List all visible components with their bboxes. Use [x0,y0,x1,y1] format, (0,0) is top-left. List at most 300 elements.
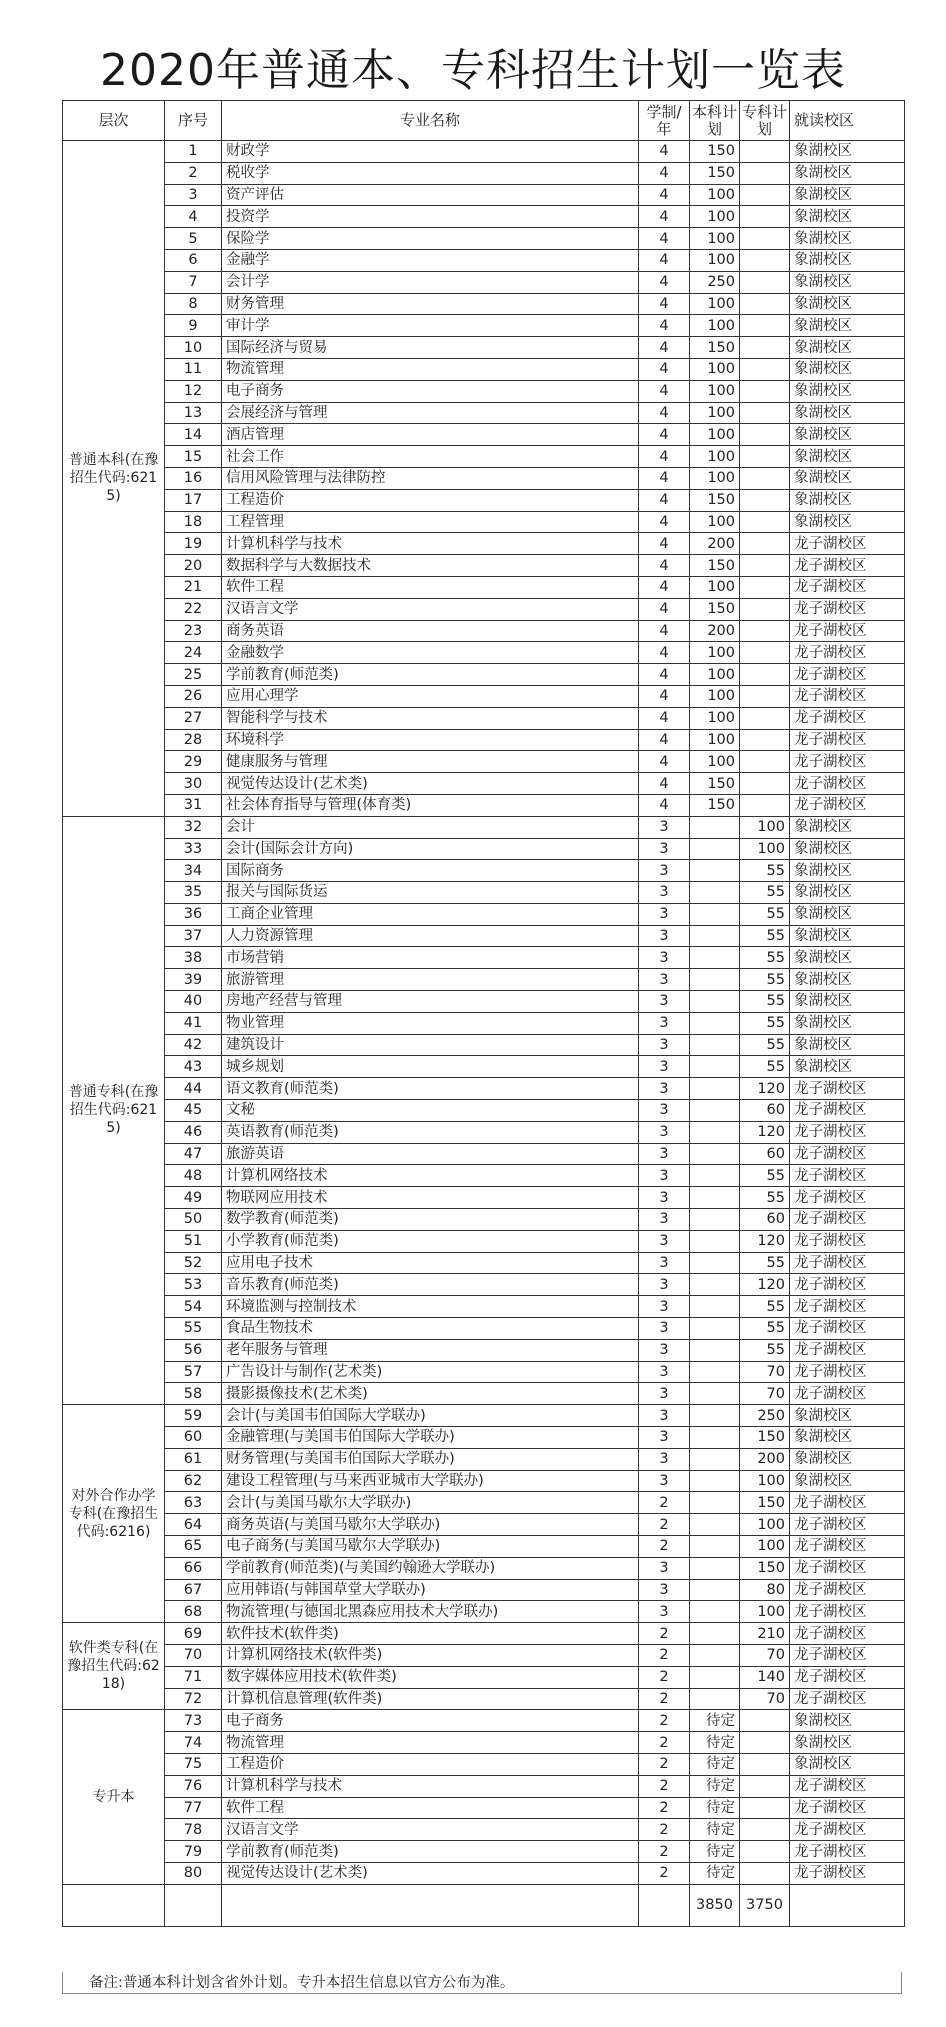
bachelor-plan: 100 [690,228,740,250]
years: 3 [639,882,690,904]
bachelor-plan [690,1012,740,1034]
row-no: 76 [165,1775,222,1797]
bachelor-plan: 200 [690,620,740,642]
major-name: 物流管理 [222,358,639,380]
total-bachelor: 3850 [690,1884,740,1926]
major-name: 会展经济与管理 [222,402,639,424]
college-plan: 100 [740,1601,790,1623]
table-row [63,1470,905,1492]
college-plan: 55 [740,925,790,947]
campus: 象湖校区 [790,969,905,991]
years: 3 [639,838,690,860]
major-name: 工程管理 [222,511,639,533]
campus: 龙子湖校区 [790,1187,905,1209]
row-no: 18 [165,511,222,533]
table-row [63,1034,905,1056]
campus: 象湖校区 [790,467,905,489]
major-name: 酒店管理 [222,424,639,446]
group-label: 专升本 [63,1710,165,1884]
row-no: 40 [165,991,222,1013]
table-row [63,337,905,359]
table-row [63,664,905,686]
campus: 龙子湖校区 [790,1797,905,1819]
table-row [63,1187,905,1209]
group-label: 软件类专科(在豫招生代码:6218) [63,1623,165,1710]
row-no: 3 [165,184,222,206]
bachelor-plan [690,882,740,904]
years: 2 [639,1710,690,1732]
campus: 象湖校区 [790,184,905,206]
table-row [63,816,905,838]
row-no: 14 [165,424,222,446]
row-no: 55 [165,1318,222,1340]
years: 4 [639,337,690,359]
bachelor-plan [690,1121,740,1143]
campus: 龙子湖校区 [790,1274,905,1296]
years: 2 [639,1536,690,1558]
table-row [63,969,905,991]
table-row [63,206,905,228]
major-name: 摄影摄像技术(艺术类) [222,1383,639,1405]
years: 3 [639,903,690,925]
years: 3 [639,860,690,882]
college-plan [740,729,790,751]
table-row [63,642,905,664]
years: 4 [639,293,690,315]
bachelor-plan [690,1557,740,1579]
header-no: 序号 [165,101,222,141]
college-plan: 55 [740,991,790,1013]
table-row [63,707,905,729]
table-row [63,1296,905,1318]
table-row [63,773,905,795]
college-plan: 120 [740,1274,790,1296]
campus: 象湖校区 [790,249,905,271]
row-no: 24 [165,642,222,664]
major-name: 财务管理 [222,293,639,315]
row-no: 25 [165,664,222,686]
campus: 象湖校区 [790,402,905,424]
campus: 龙子湖校区 [790,1339,905,1361]
totals-empty [165,1884,222,1926]
college-plan: 150 [740,1492,790,1514]
major-name: 保险学 [222,228,639,250]
campus: 象湖校区 [790,816,905,838]
major-name: 应用韩语(与韩国草堂大学联办) [222,1579,639,1601]
table-row [63,489,905,511]
major-name: 电子商务 [222,1710,639,1732]
major-name: 金融数学 [222,642,639,664]
years: 3 [639,969,690,991]
campus: 象湖校区 [790,903,905,925]
bachelor-plan: 100 [690,315,740,337]
row-no: 49 [165,1187,222,1209]
campus: 龙子湖校区 [790,1601,905,1623]
major-name: 环境监测与控制技术 [222,1296,639,1318]
college-plan: 100 [740,838,790,860]
table-row [63,1492,905,1514]
campus: 龙子湖校区 [790,1492,905,1514]
row-no: 37 [165,925,222,947]
row-no: 11 [165,358,222,380]
major-name: 食品生物技术 [222,1318,639,1340]
table-row [63,1100,905,1122]
table-row [63,467,905,489]
table-row [63,424,905,446]
major-name: 建筑设计 [222,1034,639,1056]
table-row [63,925,905,947]
table-row [63,555,905,577]
row-no: 27 [165,707,222,729]
bachelor-plan [690,1296,740,1318]
campus: 象湖校区 [790,315,905,337]
row-no: 29 [165,751,222,773]
table-row [63,358,905,380]
bachelor-plan [690,1427,740,1449]
table-row [63,1056,905,1078]
campus: 龙子湖校区 [790,1666,905,1688]
row-no: 61 [165,1448,222,1470]
years: 3 [639,1012,690,1034]
row-no: 47 [165,1143,222,1165]
major-name: 人力资源管理 [222,925,639,947]
bachelor-plan: 100 [690,467,740,489]
table-row [63,576,905,598]
major-name: 会计(与美国韦伯国际大学联办) [222,1405,639,1427]
bachelor-plan [690,816,740,838]
years: 3 [639,925,690,947]
table-row [63,1666,905,1688]
bachelor-plan [690,1601,740,1623]
college-plan [740,206,790,228]
college-plan [740,402,790,424]
years: 3 [639,1318,690,1340]
years: 4 [639,729,690,751]
bachelor-plan [690,991,740,1013]
years: 4 [639,576,690,598]
row-no: 16 [165,467,222,489]
table-row [63,1143,905,1165]
major-name: 国际商务 [222,860,639,882]
major-name: 智能科学与技术 [222,707,639,729]
campus: 象湖校区 [790,860,905,882]
bachelor-plan: 150 [690,141,740,163]
remark-note: 备注:普通本科计划含省外计划。专升本招生信息以官方公布为准。 [62,1972,902,1994]
table-row [63,947,905,969]
bachelor-plan: 150 [690,162,740,184]
college-plan [740,664,790,686]
college-plan: 55 [740,1012,790,1034]
years: 3 [639,991,690,1013]
major-name: 数学教育(师范类) [222,1209,639,1231]
campus: 龙子湖校区 [790,620,905,642]
campus: 象湖校区 [790,424,905,446]
college-plan: 120 [740,1230,790,1252]
major-name: 计算机科学与技术 [222,1775,639,1797]
campus: 龙子湖校区 [790,685,905,707]
header-major: 专业名称 [222,101,639,141]
total-college: 3750 [740,1884,790,1926]
table-row [63,1448,905,1470]
campus: 龙子湖校区 [790,1361,905,1383]
campus: 象湖校区 [790,511,905,533]
campus: 象湖校区 [790,1405,905,1427]
college-plan: 55 [740,1296,790,1318]
table-row [63,1623,905,1645]
table-row [63,903,905,925]
campus: 象湖校区 [790,141,905,163]
college-plan [740,620,790,642]
years: 4 [639,162,690,184]
major-name: 软件工程 [222,1797,639,1819]
college-plan [740,1862,790,1884]
campus: 象湖校区 [790,947,905,969]
college-plan [740,424,790,446]
campus: 象湖校区 [790,882,905,904]
row-no: 68 [165,1601,222,1623]
major-name: 汉语言文学 [222,598,639,620]
row-no: 36 [165,903,222,925]
campus: 象湖校区 [790,1427,905,1449]
campus: 象湖校区 [790,380,905,402]
campus: 龙子湖校区 [790,1230,905,1252]
campus: 龙子湖校区 [790,1296,905,1318]
years: 3 [639,1143,690,1165]
table-row [63,598,905,620]
years: 3 [639,1100,690,1122]
row-no: 53 [165,1274,222,1296]
years: 3 [639,1557,690,1579]
campus: 龙子湖校区 [790,1318,905,1340]
bachelor-plan [690,1536,740,1558]
bachelor-plan: 100 [690,446,740,468]
college-plan: 60 [740,1100,790,1122]
major-name: 应用电子技术 [222,1252,639,1274]
row-no: 58 [165,1383,222,1405]
years: 4 [639,620,690,642]
table-row [63,794,905,816]
row-no: 26 [165,685,222,707]
campus: 象湖校区 [790,228,905,250]
bachelor-plan: 100 [690,402,740,424]
college-plan: 60 [740,1209,790,1231]
bachelor-plan [690,860,740,882]
major-name: 软件工程 [222,576,639,598]
row-no: 50 [165,1209,222,1231]
major-name: 健康服务与管理 [222,751,639,773]
row-no: 31 [165,794,222,816]
major-name: 广告设计与制作(艺术类) [222,1361,639,1383]
bachelor-plan: 100 [690,707,740,729]
table-row [63,1862,905,1884]
table-row [63,1557,905,1579]
campus: 龙子湖校区 [790,1252,905,1274]
campus: 象湖校区 [790,925,905,947]
table-row [63,1688,905,1710]
bachelor-plan [690,903,740,925]
bachelor-plan [690,1252,740,1274]
bachelor-plan: 150 [690,555,740,577]
major-name: 会计学 [222,271,639,293]
major-name: 资产评估 [222,184,639,206]
campus: 龙子湖校区 [790,1644,905,1666]
row-no: 17 [165,489,222,511]
campus: 龙子湖校区 [790,1383,905,1405]
table-row [63,1209,905,1231]
table-row [63,1274,905,1296]
college-plan: 140 [740,1666,790,1688]
bachelor-plan [690,1492,740,1514]
college-plan: 70 [740,1361,790,1383]
campus: 龙子湖校区 [790,642,905,664]
row-no: 39 [165,969,222,991]
bachelor-plan: 100 [690,729,740,751]
bachelor-plan: 100 [690,511,740,533]
major-name: 语文教育(师范类) [222,1078,639,1100]
row-no: 45 [165,1100,222,1122]
row-no: 1 [165,141,222,163]
table-row [63,1775,905,1797]
college-plan: 55 [740,1187,790,1209]
major-name: 小学教育(师范类) [222,1230,639,1252]
bachelor-plan: 待定 [690,1819,740,1841]
major-name: 物联网应用技术 [222,1187,639,1209]
table-row [63,380,905,402]
row-no: 46 [165,1121,222,1143]
row-no: 19 [165,533,222,555]
college-plan: 55 [740,947,790,969]
college-plan [740,598,790,620]
bachelor-plan: 150 [690,489,740,511]
row-no: 32 [165,816,222,838]
row-no: 69 [165,1623,222,1645]
campus: 龙子湖校区 [790,1557,905,1579]
years: 2 [639,1775,690,1797]
row-no: 35 [165,882,222,904]
years: 2 [639,1819,690,1841]
college-plan [740,162,790,184]
campus: 象湖校区 [790,1753,905,1775]
college-plan: 55 [740,1034,790,1056]
years: 4 [639,773,690,795]
years: 4 [639,685,690,707]
table-row [63,511,905,533]
years: 3 [639,1339,690,1361]
row-no: 5 [165,228,222,250]
major-name: 英语教育(师范类) [222,1121,639,1143]
bachelor-plan [690,1405,740,1427]
major-name: 房地产经营与管理 [222,991,639,1013]
campus: 龙子湖校区 [790,1862,905,1884]
bachelor-plan: 待定 [690,1775,740,1797]
campus: 龙子湖校区 [790,1536,905,1558]
campus: 龙子湖校区 [790,1623,905,1645]
campus: 龙子湖校区 [790,1121,905,1143]
years: 4 [639,598,690,620]
major-name: 工程造价 [222,489,639,511]
bachelor-plan [690,1623,740,1645]
major-name: 税收学 [222,162,639,184]
campus: 象湖校区 [790,358,905,380]
bachelor-plan: 150 [690,598,740,620]
campus: 龙子湖校区 [790,1819,905,1841]
row-no: 57 [165,1361,222,1383]
table-row [63,533,905,555]
row-no: 34 [165,860,222,882]
row-no: 41 [165,1012,222,1034]
college-plan [740,380,790,402]
bachelor-plan [690,1579,740,1601]
row-no: 71 [165,1666,222,1688]
table-row [63,446,905,468]
years: 2 [639,1753,690,1775]
table-row [63,1405,905,1427]
college-plan [740,358,790,380]
row-no: 44 [165,1078,222,1100]
major-name: 物流管理(与德国北黑森应用技术大学联办) [222,1601,639,1623]
bachelor-plan [690,1209,740,1231]
campus: 龙子湖校区 [790,1078,905,1100]
college-plan [740,555,790,577]
row-no: 63 [165,1492,222,1514]
college-plan [740,489,790,511]
college-plan [740,228,790,250]
campus: 象湖校区 [790,838,905,860]
bachelor-plan: 100 [690,184,740,206]
enrollment-plan-table [62,100,905,1927]
major-name: 市场营销 [222,947,639,969]
major-name: 金融管理(与美国韦伯国际大学联办) [222,1427,639,1449]
years: 2 [639,1841,690,1863]
row-no: 2 [165,162,222,184]
major-name: 物业管理 [222,1012,639,1034]
bachelor-plan: 100 [690,685,740,707]
years: 3 [639,1209,690,1231]
college-plan [740,642,790,664]
years: 3 [639,1252,690,1274]
campus: 龙子湖校区 [790,707,905,729]
major-name: 审计学 [222,315,639,337]
row-no: 51 [165,1230,222,1252]
table-row [63,751,905,773]
campus: 龙子湖校区 [790,576,905,598]
years: 4 [639,358,690,380]
table-row [63,1797,905,1819]
years: 3 [639,1601,690,1623]
major-name: 汉语言文学 [222,1819,639,1841]
years: 4 [639,489,690,511]
major-name: 软件技术(软件类) [222,1623,639,1645]
major-name: 老年服务与管理 [222,1339,639,1361]
college-plan: 70 [740,1688,790,1710]
row-no: 56 [165,1339,222,1361]
years: 3 [639,947,690,969]
bachelor-plan [690,1078,740,1100]
bachelor-plan: 100 [690,380,740,402]
bachelor-plan [690,1361,740,1383]
campus: 象湖校区 [790,293,905,315]
row-no: 78 [165,1819,222,1841]
years: 3 [639,1165,690,1187]
years: 3 [639,1230,690,1252]
years: 4 [639,446,690,468]
header-college-plan: 专科计划 [740,101,790,141]
major-name: 视觉传达设计(艺术类) [222,773,639,795]
college-plan: 60 [740,1143,790,1165]
bachelor-plan: 100 [690,358,740,380]
header-bachelor-plan: 本科计划 [690,101,740,141]
row-no: 33 [165,838,222,860]
